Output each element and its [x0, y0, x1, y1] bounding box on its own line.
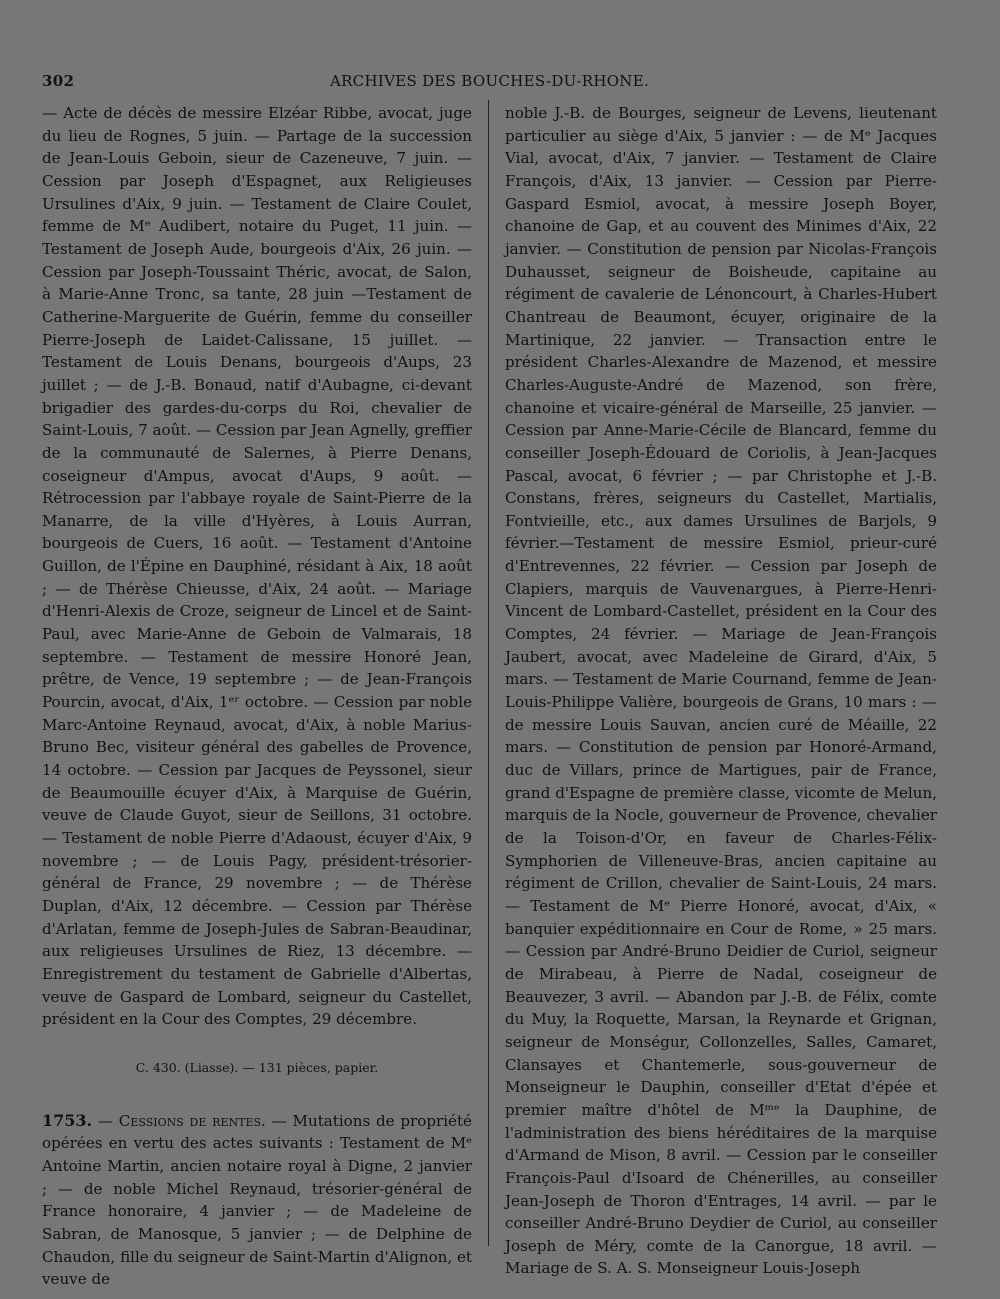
column-divider [488, 100, 489, 1246]
left-paragraph-2-text: — Mutations de propriété opérées en vertu des actes suivants : Testament de Mᵉ Antoine Martin, ancien notaire royal à Digne, 2 janvier ; — de noble Michel Reynaud, trésorier-général de France honoraire, 4 janvier ; — de Madeleine de Sabran, de Manosque, 5 janvier ; — de Delphine de Chaudon, fille du seigneur de Saint-Martin d'Alignon, et veuve de [42, 1111, 472, 1289]
section-caption: C. 430. (Liasse). — 131 pièces, papier. [135, 1059, 379, 1075]
right-column [505, 102, 937, 1280]
left-column [42, 102, 472, 1291]
page-header [42, 72, 937, 100]
left-paragraph-1: — Acte de décès de messire Elzéar Ribbe, avocat, juge du lieu de Rognes, 5 juin. — Partage de la succession de Jean-Louis Geboin, sieur de Cazeneuve, 7 juin. — Cession par Joseph d'Espagnet, aux Religieuses Ursulines d'Aix, 9 juin. — Testament de Claire Coulet, femme de Mᵉ Audibert, notaire du Puget, 11 juin. — Testament de Joseph Aude, bourgeois d'Aix, 26 juin. — Cession par Joseph-Toussaint Théric, avocat, de Salon, à Marie-Anne Tronc, sa tante, 28 juin —Testament de Catherine-Marguerite de Guérin, femme du conseiller Pierre-Joseph de Laidet-Calissane, 15 juillet. — Testament de Louis Denans, bourgeois d'Aups, 23 juillet ; — de J.-B. Bonaud, natif d'Aubagne, ci-devant brigadier des gardes-du-corps du Roi, chevalier de Saint-Louis, 7 août. — Cession par Jean Agnelly, greffier de la communauté de Salernes, à Pierre Denans, coseigneur d'Ampus, avocat d'Aups, 9 août. — Rétrocession par l'abbaye royale de Saint-Pierre de la Manarre, de la ville d'Hyères, à Louis Aurran, bourgeois de Cuers, 16 août. — Testament d'Antoine Guillon, de l'Épine en Dauphiné, résidant à Aix, 18 août ; — de Thérèse Chieusse, d'Aix, 24 août. — Mariage d'Henri-Alexis de Croze, seigneur de Lincel et de Saint-Paul, avec Marie-Anne de Geboin de Valmarais, 18 septembre. — Testament de messire Honoré Jean, prêtre, de Vence, 19 septembre ; — de Jean-François Pourcin, avocat, d'Aix, 1ᵉʳ octobre. — Cession par noble Marc-Antoine Reynaud, avocat, d'Aix, à noble Marius-Bruno Bec, visiteur général des gabelles de Provence, 14 octobre. — Cession par Jacques de Peyssonel, sieur de Beaumouille écuyer d'Aix, à Marquise de Guérin, veuve de Claude Guyot, sieur de Seillons, 31 octobre. — Testament de noble Pierre d'Adaoust, écuyer d'Aix, 9 novembre ; — de Louis Pagy, président-trésorier-général de France, 29 novembre ; — de Thérèse Duplan, d'Aix, 12 décembre. — Cession par Thérèse d'Arlatan, femme de Joseph-Jules de Sabran-Beaudinar, aux religieuses Ursulines de Riez, 13 décembre. — Enregistrement du testament de Gabrielle d'Albertas, veuve de Gaspard de Lombard, seigneur du Castellet, président en la Cour des Comptes, 29 décembre. [42, 104, 472, 1029]
right-paragraph-1: noble J.-B. de Bourges, seigneur de Levens, lieutenant particulier au siège d'Aix, 5 janvier : — de Mᵉ Jacques Vial, avocat, d'Aix, 7 janvier. — Testament de Claire François, d'Aix, 13 janvier. — Cession par Pierre-Gaspard Esmiol, avocat, à messire Joseph Boyer, chanoine de Gap, et au couvent des Minimes d'Aix, 22 janvier. — Constitution de pension par Nicolas-François Duhausset, seigneur de Boisheude, capitaine au régiment de cavalerie de Lénoncourt, à Charles-Hubert Chantreau de Beaumont, écuyer, originaire de la Martinique, 22 janvier. — Transaction entre le président Charles-Alexandre de Mazenod, et messire Charles-Auguste-André de Mazenod, son frère, chanoine et vicaire-général de Marseille, 25 janvier. — Cession par Anne-Marie-Cécile de Blancard, femme du conseiller Joseph-Édouard de Coriolis, à Jean-Jacques Pascal, avocat, 6 février ; — par Christophe et J.-B. Constans, frères, seigneurs du Castellet, Martialis, Fontvieille, etc., aux dames Ursulines de Barjols, 9 février.—Testament de messire Esmiol, prieur-curé d'Entrevennes, 22 février. — Cession par Joseph de Clapiers, marquis de Vauvenargues, à Pierre-Henri-Vincent de Lombard-Castellet, président en la Cour des Comptes, 24 février. — Mariage de Jean-François Jaubert, avocat, avec Madeleine de Girard, d'Aix, 5 mars. — Testament de Marie Cournand, femme de Jean-Louis-Philippe Valière, bourgeois de Grans, 10 mars : — de messire Louis Sauvan, ancien curé de Méaille, 22 mars. — Constitution de pension par Honoré-Armand, duc de Villars, prince de Martigues, pair de France, grand d'Espagne de première classe, vicomte de Melun, marquis de la Nocle, gouverneur de Provence, chevalier de la Toison-d'Or, en faveur de Charles-Félix-Symphorien de Villeneuve-Bras, ancien capitaine au régiment de Crillon, chevalier de Saint-Louis, 24 mars. — Testament de Mᵉ Pierre Honoré, avocat, d'Aix, « banquier expéditionnaire en Cour de Rome, » 25 mars. — Cession par André-Bruno Deidier de Curiol, seigneur de Mirabeau, à Pierre de Nadal, coseigneur de Beauvezer, 3 avril. — Abandon par J.-B. de Félix, comte du Muy, la Roquette, Marsan, la Reynarde et Grignan, seigneur de Monségur, Collonzelles, Salles, Camaret, Clansayes et Chantemerle, sous-gouverneur de Monseigneur le Dauphin, conseiller d'Etat d'épée et premier maître d'hôtel de Mᵐᵉ la Dauphine, de l'administration des biens héréditaires de la marquise d'Armand de Mison, 8 avril. — Cession par le conseiller François-Paul d'Isoard de Chénerilles, au conseiller Jean-Joseph de Thoron d'Entrages, 14 avril. — par le conseiller André-Bruno Deydier de Curiol, au conseiller Joseph de Méry, comte de la Canorgue, 18 avril. — Mariage de S. A. S. Monseigneur Louis-Joseph [505, 104, 937, 1278]
running-title: ARCHIVES DES BOUCHES-DU-RHONE. [329, 72, 650, 90]
section-year: 1753. [42, 1110, 93, 1130]
page-number: 302 [42, 72, 75, 90]
left-paragraph-2 [42, 1110, 472, 1291]
section-title: — Cessions de rentes. [97, 1111, 266, 1130]
